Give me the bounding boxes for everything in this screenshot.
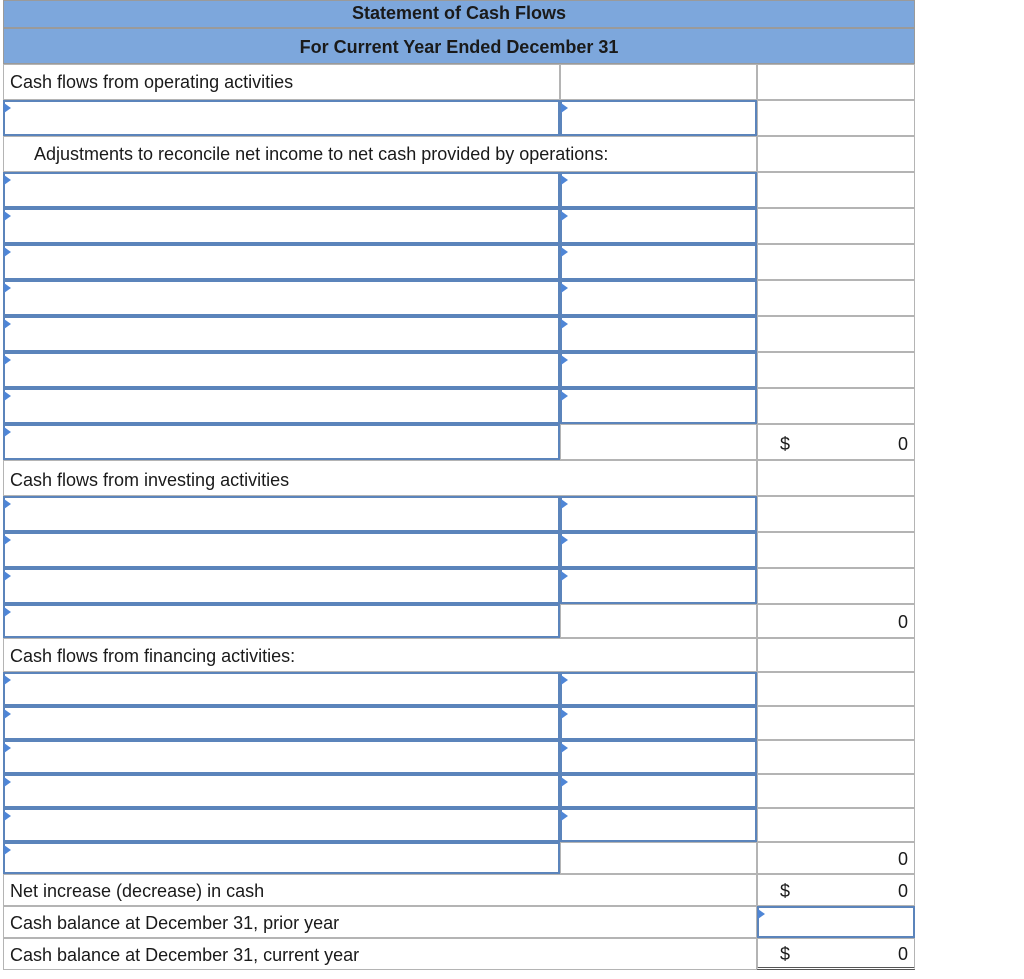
investing-total-value: 0 [897,612,908,632]
adjustment-amount-input[interactable] [560,208,757,244]
net-change-row [3,874,915,906]
adjustment-amount-input[interactable] [560,280,757,316]
financing-amount-input[interactable] [560,740,757,774]
financing-amount-input[interactable] [560,672,757,706]
investing-heading-row [3,460,915,496]
net-change-cell [757,874,915,906]
adjustment-row [3,352,915,388]
operating-total-value: 0 [897,434,908,454]
net-change-currency: $ [780,881,791,901]
investing-total-cell [757,532,915,568]
adjustment-row [3,316,915,352]
investing-amount-input[interactable] [560,496,757,532]
investing-total-label-input[interactable] [3,604,560,638]
investing-total-cell [757,604,915,638]
financing-heading-row [3,638,915,672]
adjustment-amount-input[interactable] [560,172,757,208]
adjustment-total-cell [757,172,915,208]
adjustments-row [3,136,915,172]
financing-heading-total-cell [757,638,915,672]
financing-label-input[interactable] [3,740,560,774]
adjustments-cell [3,136,757,172]
financing-label-input[interactable] [3,672,560,706]
financing-heading: Cash flows from financing activities: [10,646,296,666]
adjustment-total-cell [757,208,915,244]
financing-label-input[interactable] [3,774,560,808]
operating-total-currency: $ [780,434,791,454]
financing-total-cell [757,672,915,706]
financing-amount-input[interactable] [560,706,757,740]
operating-total-row [3,424,915,460]
adjustment-label-input[interactable] [3,208,560,244]
operating-heading-row [3,64,915,100]
net-change-label-cell [3,874,757,906]
net-change-value: 0 [897,881,908,901]
prior-balance-row [3,906,915,938]
adjustment-total-cell [757,388,915,424]
investing-row [3,568,915,604]
net-income-row [3,100,915,136]
prior-balance-label-cell [3,906,757,938]
current-balance-row [3,938,915,970]
investing-row [3,496,915,532]
statement-period-text: For Current Year Ended December 31 [299,37,619,57]
adjustment-row [3,244,915,280]
adjustment-label-input[interactable] [3,244,560,280]
investing-amount-input[interactable] [560,532,757,568]
current-balance-label-cell [3,938,757,970]
operating-heading-cell [3,64,560,100]
financing-label-input[interactable] [3,706,560,740]
adjustment-amount-input[interactable] [560,388,757,424]
operating-heading: Cash flows from operating activities [10,72,294,92]
investing-heading-cell [3,460,757,496]
current-balance-cell [757,938,915,970]
statement-title [3,0,915,28]
adjustment-label-input[interactable] [3,172,560,208]
adjustment-total-cell [757,244,915,280]
adjustment-amount-input[interactable] [560,316,757,352]
current-balance-currency: $ [780,944,791,964]
net-income-label-input[interactable] [3,100,560,136]
investing-label-input[interactable] [3,532,560,568]
investing-label-input[interactable] [3,568,560,604]
investing-heading-total-cell [757,460,915,496]
adjustment-row [3,208,915,244]
operating-heading-total-cell [757,64,915,100]
prior-balance-label: Cash balance at December 31, prior year [10,913,340,933]
financing-row [3,672,915,706]
adjustment-label-input[interactable] [3,316,560,352]
financing-total-spacer [560,842,757,874]
financing-total-cell [757,740,915,774]
financing-amount-input[interactable] [560,774,757,808]
investing-total-row [3,604,915,638]
adjustments-label: Adjustments to reconcile net income to net cash provided by operations: [34,144,609,164]
operating-total-spacer [560,424,757,460]
financing-row [3,808,915,842]
investing-row [3,532,915,568]
adjustment-row [3,388,915,424]
prior-balance-input[interactable] [757,906,915,938]
operating-total-cell [757,424,915,460]
investing-amount-input[interactable] [560,568,757,604]
net-income-amount-input[interactable] [560,100,757,136]
adjustment-total-cell [757,352,915,388]
financing-label-input[interactable] [3,808,560,842]
investing-total-cell [757,496,915,532]
investing-total-spacer [560,604,757,638]
financing-row [3,740,915,774]
financing-total-value: 0 [897,849,908,869]
financing-total-cell [757,706,915,740]
current-balance-label: Cash balance at December 31, current year [10,945,360,965]
current-balance-value: 0 [897,944,908,964]
investing-total-cell [757,568,915,604]
statement-period [3,28,915,64]
financing-total-label-input[interactable] [3,842,560,874]
financing-total-cell [757,808,915,842]
statement-title-text: Statement of Cash Flows [351,3,567,23]
financing-row [3,706,915,740]
adjustment-label-input[interactable] [3,280,560,316]
net-income-total-cell [757,100,915,136]
adjustment-total-cell [757,316,915,352]
adjustment-total-cell [757,280,915,316]
adjustment-row [3,280,915,316]
operating-total-label-input[interactable] [3,424,560,460]
net-change-label: Net increase (decrease) in cash [10,881,265,901]
adjustment-label-input[interactable] [3,352,560,388]
financing-total-cell [757,842,915,874]
investing-heading: Cash flows from investing activities [10,470,290,490]
operating-heading-amount-cell [560,64,757,100]
financing-amount-input[interactable] [560,808,757,842]
investing-label-input[interactable] [3,496,560,532]
adjustment-amount-input[interactable] [560,352,757,388]
financing-total-row [3,842,915,874]
adjustment-row [3,172,915,208]
financing-heading-cell [3,638,757,672]
adjustment-label-input[interactable] [3,388,560,424]
adjustment-amount-input[interactable] [560,244,757,280]
adjustments-total-cell [757,136,915,172]
financing-total-cell [757,774,915,808]
financing-row [3,774,915,808]
